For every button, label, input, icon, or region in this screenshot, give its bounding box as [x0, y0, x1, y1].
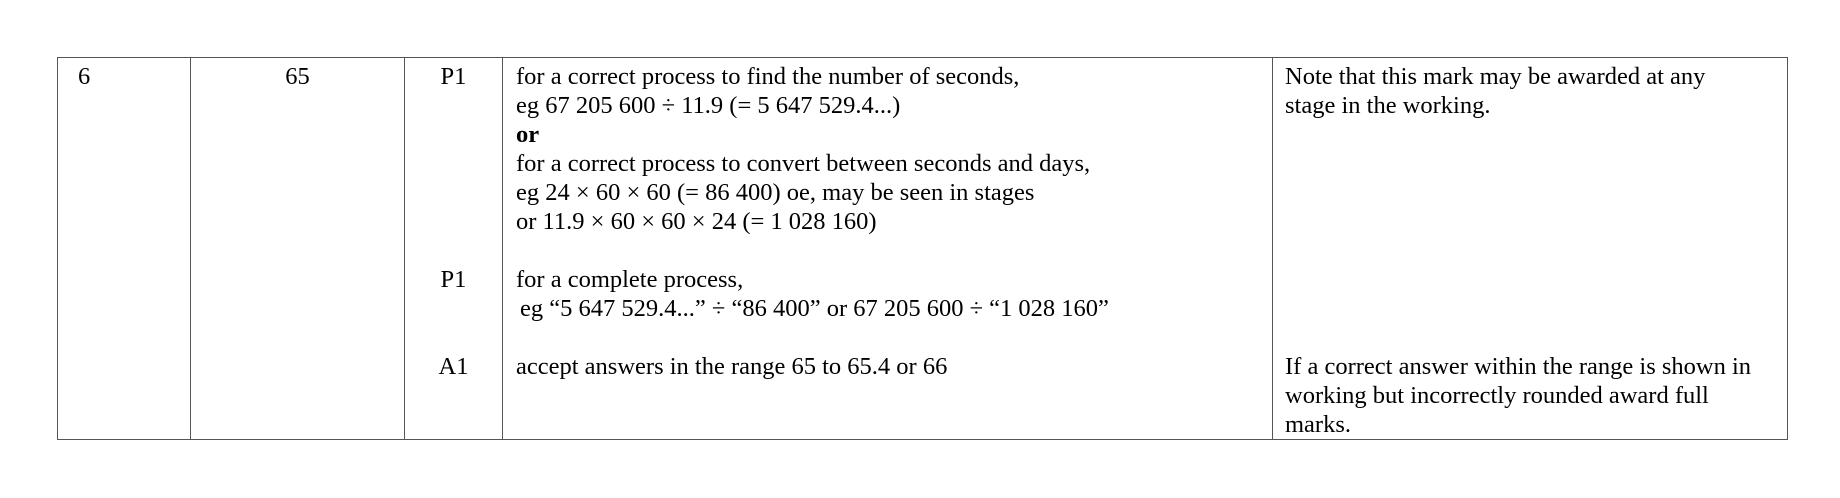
- guidance-line: stage in the working.: [1285, 92, 1491, 119]
- criteria-line: eg “5 647 529.4...” ÷ “86 400” or 67 205 600 ÷ “1 028 160”: [520, 295, 1109, 322]
- guidance-line: marks.: [1285, 411, 1351, 438]
- criteria-line: eg 67 205 600 ÷ 11.9 (= 5 647 529.4...): [516, 92, 901, 119]
- criteria-block-2: [516, 265, 1109, 323]
- criteria-block-3: [516, 352, 947, 381]
- guidance-block-3: [1285, 352, 1785, 439]
- criteria-line: accept answers in the range 65 to 65.4 or 66: [516, 353, 948, 380]
- mark-scheme-table: [57, 57, 1788, 440]
- criteria-line: for a correct process to find the number of seconds,: [516, 63, 1020, 90]
- guidance-line: If a correct answer within the range is shown in: [1285, 353, 1752, 380]
- criteria-or: or: [516, 121, 540, 148]
- mark-code-1: P1: [440, 63, 467, 90]
- answer-column: [190, 58, 404, 439]
- mark-code-3: A1: [438, 353, 469, 380]
- criteria-line: for a correct process to convert between seconds and days,: [516, 150, 1091, 177]
- criteria-line: or 11.9 × 60 × 60 × 24 (= 1 028 160): [516, 208, 877, 235]
- mark-criteria-column: [502, 58, 1272, 439]
- mark-code-2: P1: [440, 266, 467, 293]
- criteria-line: for a complete process,: [516, 266, 744, 293]
- criteria-line: eg 24 × 60 × 60 (= 86 400) oe, may be seen in stages: [516, 179, 1035, 206]
- mark-column: [404, 58, 502, 439]
- answer-value: 65: [285, 63, 310, 90]
- guidance-column: [1272, 58, 1787, 439]
- guidance-line: Note that this mark may be awarded at any: [1285, 63, 1706, 90]
- question-column: [58, 58, 190, 439]
- guidance-line: working but incorrectly rounded award full: [1285, 382, 1709, 409]
- question-number: 6: [78, 63, 91, 90]
- criteria-block-1: [516, 62, 1090, 236]
- guidance-block-1: [1285, 62, 1785, 120]
